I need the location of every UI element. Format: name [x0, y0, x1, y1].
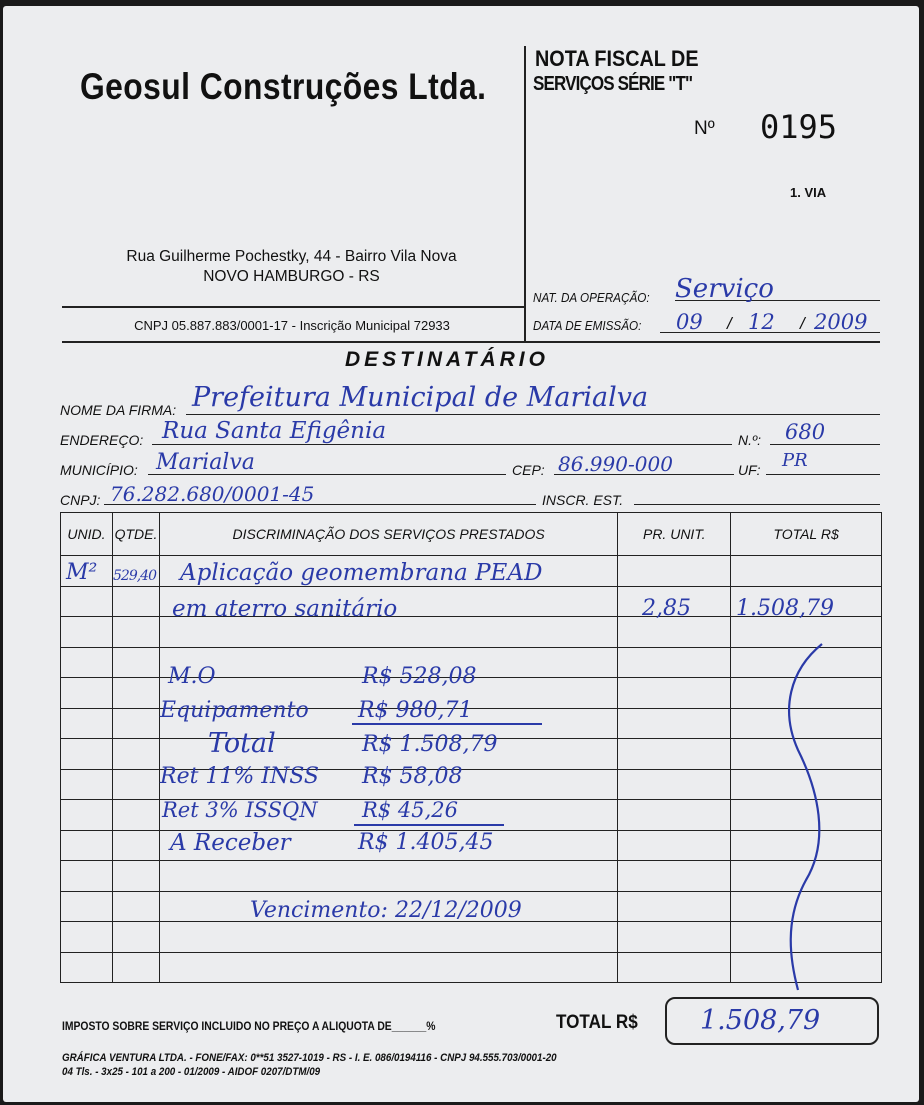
footer-total-label: TOTAL R$: [556, 1012, 638, 1033]
header-qty: QTDE.: [112, 513, 159, 556]
uf-value: PR: [782, 450, 808, 471]
cnpj-label: CNPJ:: [60, 492, 101, 508]
address-line: [152, 444, 732, 445]
header-bottom-line: [62, 341, 880, 343]
issue-date-label: DATA DE EMISSÃO:: [533, 318, 642, 333]
breakdown-value-1: R$ 980,71: [358, 698, 473, 723]
company-address-1: Rua Guilherme Pochestky, 44 - Bairro Vila Nova: [126, 248, 457, 265]
firm-label: NOME DA FIRMA:: [60, 402, 177, 418]
breakdown-label-2: Total: [208, 728, 276, 759]
footer-total-value: 1.508,79: [700, 1005, 821, 1036]
firm-line: [186, 414, 880, 415]
invoice-number: 0195: [760, 108, 838, 146]
table-row: [61, 922, 882, 953]
breakdown-label-0: M.O: [168, 664, 216, 689]
company-address-2: NOVO HAMBURGO - RS: [203, 268, 380, 285]
brace-mark: [770, 640, 840, 1000]
invoice-title-1: NOTA FISCAL DE: [535, 46, 699, 71]
breakdown-label-3: Ret 11% INSS: [160, 764, 320, 789]
printer-info-2: 04 Tls. - 3x25 - 101 a 200 - 01/2009 - AIDOF 0207/DTM/09: [62, 1066, 321, 1078]
breakdown-value-2: R$ 1.508,79: [362, 732, 498, 757]
firm-value: Prefeitura Municipal de Marialva: [192, 382, 649, 413]
table-row: [61, 952, 882, 983]
due-date: Vencimento: 22/12/2009: [250, 898, 522, 923]
row1-description: Aplicação geomembrana PEAD: [180, 560, 543, 586]
row2-unit-price: 2,85: [642, 596, 691, 621]
cnpj-value: 76.282.680/0001-45: [110, 482, 315, 506]
header-unit-price: PR. UNIT.: [618, 513, 731, 556]
deduction-underline: [354, 824, 504, 826]
invoice-via: 1. VIA: [790, 185, 827, 200]
table-row: [61, 861, 882, 892]
uf-line: [766, 474, 880, 475]
invoice-number-label: Nº: [694, 118, 715, 139]
address-value: Rua Santa Efigênia: [162, 418, 387, 444]
address-label: ENDEREÇO:: [60, 432, 144, 448]
company-cnpj: CNPJ 05.887.883/0001-17 - Inscrição Municipal 72933: [134, 318, 450, 333]
sum-underline: [352, 723, 542, 725]
city-value: Marialva: [156, 450, 255, 475]
header-description: DISCRIMINAÇÃO DOS SERVIÇOS PRESTADOS: [159, 513, 617, 556]
cep-label: CEP:: [512, 462, 545, 478]
recipient-section-title: DESTINATÁRIO: [345, 348, 549, 371]
printer-info-1: GRÁFICA VENTURA LTDA. - FONE/FAX: 0**51 3527-1019 - RS - I. E. 086/0194116 - CNPJ 94.555.703/0001-20: [62, 1052, 557, 1064]
cep-value: 86.990-000: [558, 452, 673, 476]
row2-description: em aterro sanitário: [172, 596, 398, 622]
number-value: 680: [785, 420, 826, 444]
number-line: [770, 444, 880, 445]
breakdown-value-3: R$ 58,08: [362, 764, 463, 789]
number-label: N.º:: [738, 432, 762, 448]
uf-label: UF:: [738, 462, 761, 478]
header-divider: [524, 46, 526, 342]
header-line: [62, 306, 524, 308]
nat-operation-value: Serviço: [675, 274, 774, 304]
breakdown-value-0: R$ 528,08: [362, 664, 477, 689]
company-name: Geosul Construções Ltda.: [80, 66, 487, 107]
city-label: MUNICÍPIO:: [60, 462, 138, 478]
inscr-label: INSCR. EST.: [542, 492, 624, 508]
tax-note: IMPOSTO SOBRE SERVIÇO INCLUIDO NO PREÇO A ALIQUOTA DE______%: [62, 1021, 436, 1033]
breakdown-label-1: Equipamento: [160, 698, 309, 723]
issue-date-month: 12: [748, 310, 775, 334]
date-sep-2: /: [800, 314, 805, 333]
nat-operation-label: NAT. DA OPERAÇÃO:: [533, 290, 650, 305]
issue-date-day: 09: [676, 310, 703, 334]
breakdown-value-4: R$ 45,26: [362, 798, 458, 822]
breakdown-value-5: R$ 1.405,45: [358, 830, 494, 855]
inscr-line: [634, 504, 880, 505]
header-total: TOTAL R$: [731, 513, 882, 556]
breakdown-label-5: A Receber: [170, 830, 291, 856]
date-sep-1: /: [727, 314, 732, 333]
table-header-row: [61, 513, 882, 556]
row1-unit: M²: [66, 560, 98, 585]
row2-total: 1.508,79: [736, 596, 834, 621]
header-unit: UNID.: [61, 513, 113, 556]
breakdown-label-4: Ret 3% ISSQN: [162, 798, 318, 822]
issue-date-year: 2009: [814, 310, 868, 334]
row1-qty: 529,40: [113, 568, 156, 584]
invoice-title-2: SERVIÇOS SÉRIE "T": [533, 73, 693, 95]
